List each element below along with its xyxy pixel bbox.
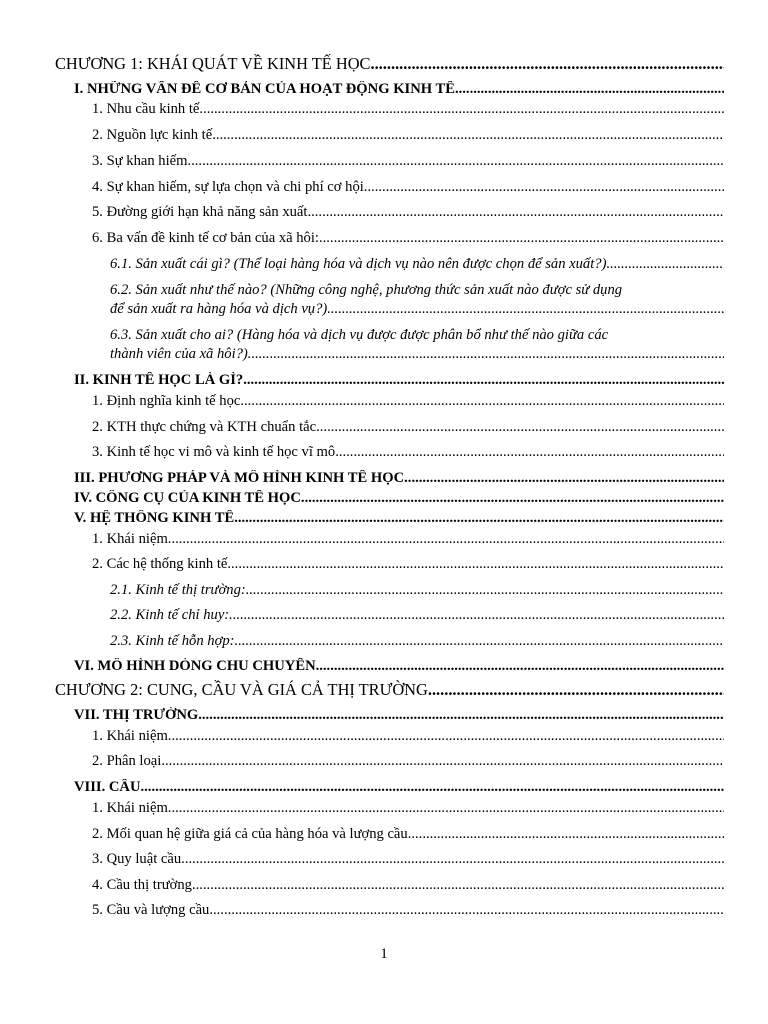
dot-leader: [235, 633, 724, 650]
toc-item[interactable]: [92, 127, 724, 144]
toc-entry-text: 1. Khái niệm: [92, 728, 168, 744]
toc-entry-text: 2. KTH thực chứng và KTH chuẩn tắc: [92, 419, 317, 435]
toc-entry-text: 1. Nhu cầu kinh tế: [92, 101, 200, 117]
toc-item[interactable]: [92, 800, 724, 817]
toc-subitem[interactable]: [110, 633, 724, 650]
dot-leader: [234, 510, 724, 527]
dot-leader: [240, 393, 724, 410]
toc-entry-text: I. NHỮNG VẤN ĐỀ CƠ BẢN CỦA HOẠT ĐỘNG KINH TẾ: [74, 81, 455, 97]
toc-entry-text: VI. MÔ HÌNH DÒNG CHU CHUYỂN: [74, 658, 316, 674]
toc-section-4[interactable]: [74, 490, 724, 507]
toc-item[interactable]: [92, 419, 724, 436]
dot-leader: [327, 301, 724, 318]
toc-item[interactable]: [92, 393, 724, 410]
dot-leader: [243, 372, 724, 389]
dot-leader: [168, 531, 724, 548]
toc-section-5[interactable]: [74, 510, 724, 527]
toc-entry-text: 1. Khái niệm: [92, 800, 168, 816]
toc-entry-text: 2.3. Kinh tế hỗn hợp:: [110, 633, 235, 649]
toc-entry-text: CHƯƠNG 2: CUNG, CẦU VÀ GIÁ CẢ THỊ TRƯỜNG: [55, 680, 428, 699]
toc-item[interactable]: [92, 728, 724, 745]
dot-leader: [161, 753, 724, 770]
dot-leader: [408, 826, 724, 843]
dot-leader: [199, 101, 724, 118]
dot-leader: [212, 127, 724, 144]
toc-entry-text: V. HỆ THỐNG KINH TẾ: [74, 510, 235, 526]
toc-chapter-1[interactable]: [55, 54, 724, 74]
dot-leader: [428, 680, 724, 700]
toc-chapter-2[interactable]: [55, 680, 724, 700]
toc-section-1[interactable]: [74, 81, 724, 98]
toc-subitem[interactable]: [110, 301, 724, 318]
dot-leader: [168, 728, 724, 745]
toc-item[interactable]: [92, 101, 724, 118]
toc-entry-text: IV. CÔNG CỤ CỦA KINH TẾ HỌC: [74, 490, 301, 506]
toc-subitem-line[interactable]: 6.2. Sản xuất như thế nào? (Những công nghệ, phương thức sản xuất nào được sử dụng: [110, 282, 623, 298]
toc-entry-text: 1. Định nghĩa kinh tế học: [92, 393, 241, 409]
toc-entry-text: thành viên của xã hôi?): [110, 346, 248, 362]
dot-leader: [455, 81, 724, 98]
toc-item[interactable]: [92, 179, 724, 196]
toc-section-7[interactable]: [74, 707, 724, 724]
toc-subitem[interactable]: [110, 256, 724, 273]
dot-leader: [227, 556, 724, 573]
toc-item[interactable]: [92, 444, 724, 461]
toc-subitem[interactable]: [110, 607, 724, 624]
dot-leader: [316, 658, 724, 675]
dot-leader: [335, 444, 724, 461]
toc-entry-text: 2.2. Kinh tế chỉ huy:: [110, 607, 230, 623]
toc-entry-text: 2. Các hệ thống kinh tế: [92, 556, 228, 572]
toc-entry-text: để sản xuất ra hàng hóa và dịch vụ?): [110, 301, 328, 317]
dot-leader: [307, 204, 724, 221]
toc-item[interactable]: [92, 556, 724, 573]
toc-section-3[interactable]: [74, 470, 724, 487]
page-number: 1: [380, 946, 388, 962]
toc-item[interactable]: [92, 204, 724, 221]
toc-section-2[interactable]: [74, 372, 724, 389]
toc-entry-text: 5. Đường giới hạn khả năng sản xuất: [92, 204, 308, 220]
toc-section-6[interactable]: [74, 658, 724, 675]
toc-subitem[interactable]: [110, 346, 724, 363]
dot-leader: [370, 54, 724, 74]
dot-leader: [141, 779, 725, 796]
dot-leader: [316, 419, 724, 436]
toc-item[interactable]: [92, 753, 724, 770]
toc-item[interactable]: [92, 153, 724, 170]
toc-entry-text: II. KINH TẾ HỌC LÀ GÌ?: [74, 372, 244, 388]
toc-entry-text: VII. THỊ TRƯỜNG: [74, 707, 199, 723]
toc-entry-text: 3. Kinh tế học vi mô và kinh tế học vĩ mô: [92, 444, 336, 460]
toc-item[interactable]: [92, 531, 724, 548]
toc-item[interactable]: [92, 902, 724, 919]
toc-entry-text: 3. Quy luật cầu: [92, 851, 182, 867]
dot-leader: [209, 902, 724, 919]
toc-entry-text: 4. Sự khan hiếm, sự lựa chọn và chi phí cơ hội: [92, 179, 364, 195]
dot-leader: [248, 346, 724, 363]
dot-leader: [187, 153, 724, 170]
toc-entry-text: 6. Ba vấn đề kinh tế cơ bản của xã hôi:: [92, 230, 319, 246]
toc-entry-text: VIII. CẦU: [74, 779, 141, 795]
toc-entry-text: 2. Nguồn lực kinh tế: [92, 127, 213, 143]
toc-entry-text: 5. Cầu và lượng cầu: [92, 902, 210, 918]
dot-leader: [404, 470, 724, 487]
toc-entry-text: 6.1. Sản xuất cái gì? (Thể loại hàng hóa và dịch vụ nào nên được chọn để sản xuất?): [110, 256, 607, 272]
toc-item[interactable]: [92, 230, 724, 247]
dot-leader: [301, 490, 724, 507]
toc-entry-text: 3. Sự khan hiếm: [92, 153, 188, 169]
dot-leader: [364, 179, 724, 196]
toc-item[interactable]: [92, 851, 724, 868]
toc-item[interactable]: [92, 826, 724, 843]
toc-entry-text: III. PHƯƠNG PHÁP VÀ MÔ HÌNH KINH TẾ HỌC: [74, 470, 405, 486]
toc-entry-text: CHƯƠNG 1: KHÁI QUÁT VỀ KINH TẾ HỌC: [55, 54, 371, 73]
dot-leader: [606, 256, 724, 273]
toc-subitem-line[interactable]: 6.3. Sản xuất cho ai? (Hàng hóa và dịch vụ được được phân bổ như thế nào giữa các: [110, 327, 609, 343]
toc-entry-text: 2. Mối quan hệ giữa giá cả của hàng hóa và lượng cầu: [92, 826, 408, 842]
dot-leader: [192, 877, 724, 894]
toc-entry-text: 1. Khái niệm: [92, 531, 168, 547]
toc-entry-text: 2. Phân loại: [92, 753, 162, 769]
dot-leader: [198, 707, 724, 724]
toc-subitem[interactable]: [110, 582, 724, 599]
toc-section-8[interactable]: [74, 779, 724, 796]
toc-item[interactable]: [92, 877, 724, 894]
toc-entry-text: 4. Cầu thị trường: [92, 877, 192, 893]
dot-leader: [181, 851, 724, 868]
dot-leader: [168, 800, 724, 817]
dot-leader: [246, 582, 724, 599]
dot-leader: [319, 230, 724, 247]
toc-entry-text: 2.1. Kinh tế thị trường:: [110, 582, 246, 598]
dot-leader: [229, 607, 724, 624]
